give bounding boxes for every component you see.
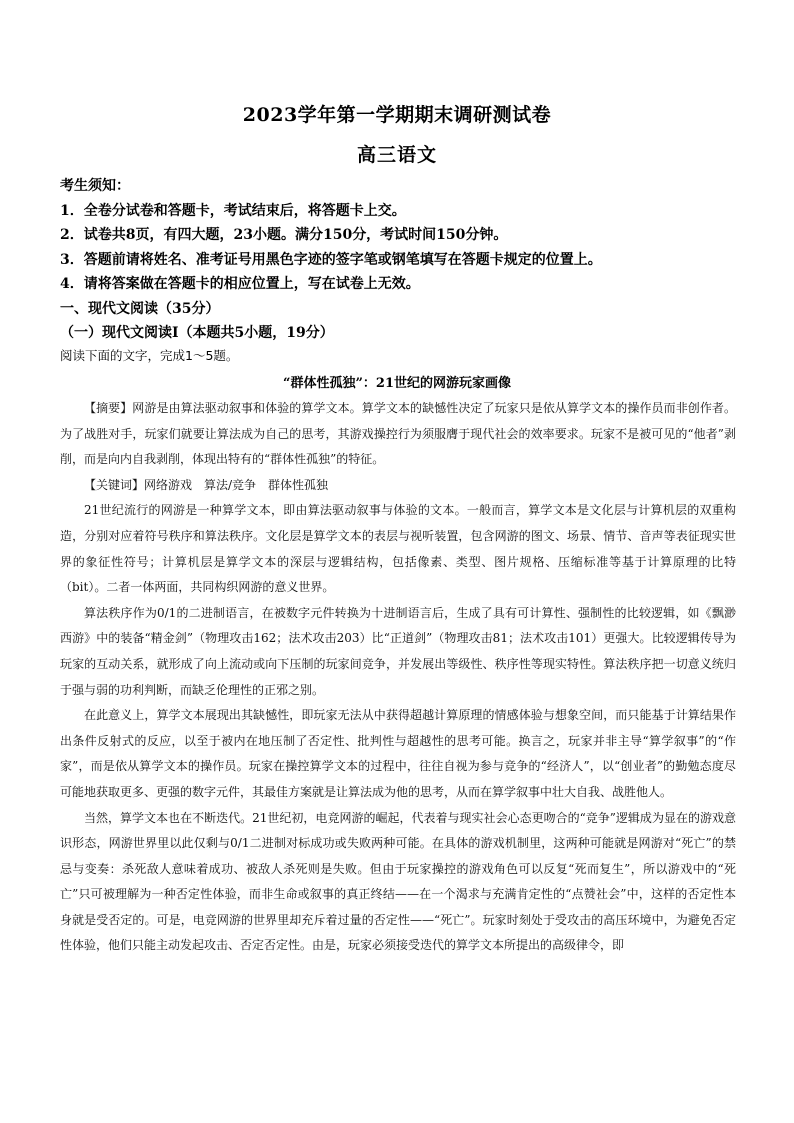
section-heading: 一、现代文阅读（35分） (60, 301, 220, 317)
notice-heading: 考生须知： (60, 178, 130, 194)
reading-instruction: 阅读下面的文字，完成1～5题。 (60, 348, 239, 363)
notice-item: 4．请将答案做在答题卡的相应位置上，写在试卷上无效。 (60, 276, 420, 292)
notice-item: 3．答题前请将姓名、准考证号用黑色字迹的签字笔或钢笔填写在答题卡规定的位置上。 (60, 251, 602, 268)
keywords-paragraph: 【关键词】网络游戏 算法/竞争 群体性孤独 (84, 477, 329, 492)
body-paragraph: 当然，算学文本也在不断迭代。21世纪初，电竞网游的崛起，代表着与现实社会心态更吻合的“竞争”逻辑成为显在的游戏意识形态，网游世界里以此仅剩与0/1二进制对标成功或失败两种可能。在具体的游戏机制里，这两种可能就是网游对“死亡”的禁忌与变奏：杀死敌人意味着成功、被敌人杀死则是失败。但由于玩家操控的游戏角色可以反复“死而复生”，所以游戏中的“死亡”只可被理解为一种否定性体验，而非生命或叙事的真正终结——在一个渴求与充满肯定性的“点赞社会”中，这样的否定性本身就是受否定的。可是，电竞网游的世界里却充斥着过量的否定性——“死亡”。玩家时刻处于受攻击的高压环境中，为避免否定性体验，他们只能主动发起攻击、否定否定性。由是，玩家必须接受迭代的算学文本所提出的高级律令，即 (60, 810, 736, 953)
article-title: “群体性孤独”：21世纪的网游玩家画像 (282, 376, 512, 391)
subject-title: 高三语文 (356, 144, 437, 166)
exam-title: 2023学年第一学期期末调研测试卷 (242, 104, 552, 126)
article-body (60, 396, 736, 959)
subsection-heading: （一）现代文阅读Ⅰ（本题共5小题，19分） (60, 325, 334, 341)
notice-item: 1．全卷分试卷和答题卡，考试结束后，将答题卡上交。 (60, 202, 406, 219)
notice-item: 2．试卷共8页，有四大题，23小题。满分150分，考试时间150分钟。 (60, 227, 508, 243)
body-paragraph: 在此意义上，算学文本展现出其缺憾性，即玩家无法从中获得超越计算原理的情感体验与想象空间，而只能基于计算结果作出条件反射式的反应，以至于被内在地压制了否定性、批判性与超越性的思考可能。换言之，玩家并非主导“算学叙事”的“作家”，而是依从算学文本的操作员。玩家在操控算学文本的过程中，往往自视为参与竞争的“经济人”，以“创业者”的勤勉态度尽可能地获取更多、更强的数字元件，其最佳方案就是让算法成为他的思考，从而在算学叙事中壮大自我、战胜他人。 (60, 708, 736, 799)
body-paragraph: 21世纪流行的网游是一种算学文本，即由算法驱动叙事与体验的文本。一般而言，算学文本是文化层与计算机层的双重构造，分别对应着符号秩序和算法秩序。文化层是算学文本的表层与视听装置，包含网游的图文、场景、情节、音声等表征现实世界的象征性符号；计算机层是算学文本的深层与逻辑结构，包括像素、类型、图片规格、压缩标准等基于计算原理的比特（bit）。二者一体两面，共同构织网游的意义世界。 (60, 503, 736, 595)
body-paragraph: 算法秩序作为0/1的二进制语言，在被数字元件转换为十进制语言后，生成了具有可计算性、强制性的比较逻辑，如《飘渺西游》中的装备“精金剑”（物理攻击162；法术攻击203）比“正道剑”（物理攻击81；法术攻击101）更强大。比较逻辑传导为玩家的互动关系，就形成了向上流动或向下压制的玩家间竞争，并发展出等级性、秩序性等现实特性。算法秩序把一切意义统归于强与弱的功利判断，而缺乏伦理性的正邪之别。 (60, 605, 736, 697)
exam-notice (60, 174, 750, 297)
abstract-paragraph: 【摘要】网游是由算法驱动叙事和体验的算学文本。算学文本的缺憾性决定了玩家只是依从算学文本的操作员而非创作者。为了战胜对手，玩家们就要让算法成为自己的思考，其游戏操控行为须服膺于现代社会的效率要求。玩家不是被可见的“他者”剥削，而是向内自我剥削，体现出特有的“群体性孤独”的特征。 (60, 401, 736, 467)
